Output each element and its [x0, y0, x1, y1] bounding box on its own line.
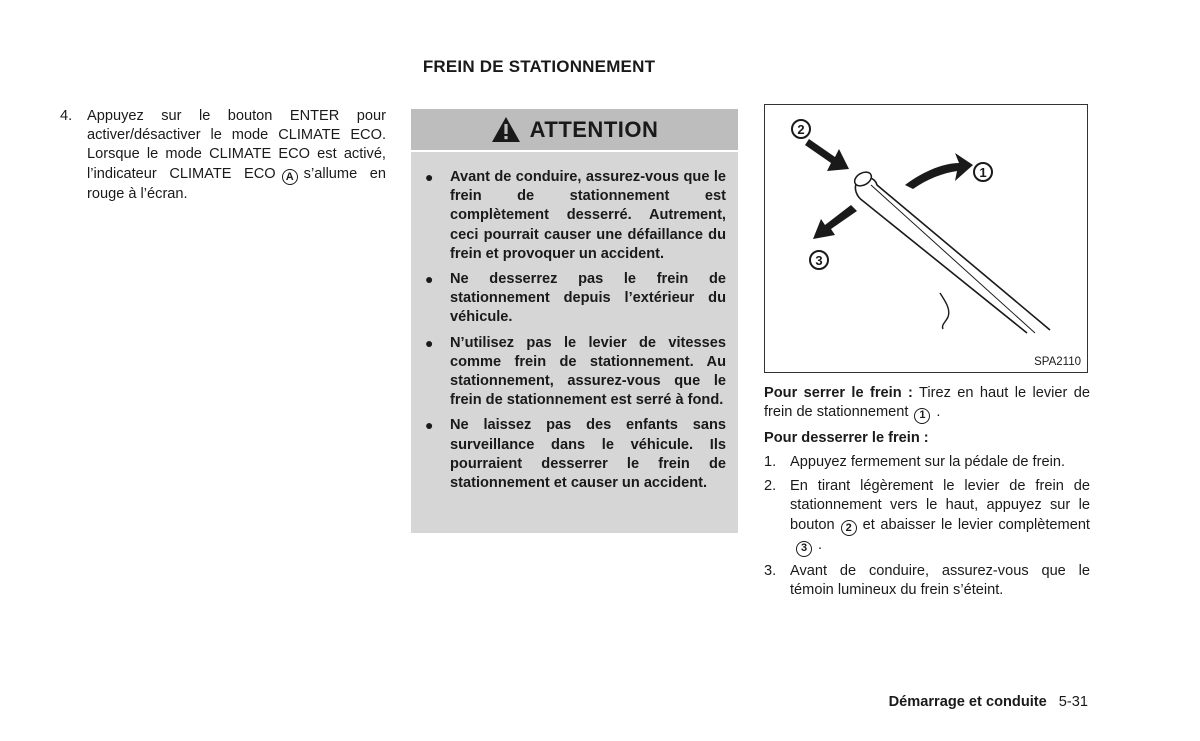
warning-triangle-icon [491, 116, 521, 143]
apply-paragraph [764, 384, 1090, 424]
left-column [60, 107, 386, 204]
marker-2-icon: 2 [841, 520, 857, 536]
callout-1-label: 1 [979, 165, 987, 180]
apply-label: Pour serrer le frein : [764, 385, 913, 401]
step-text: Appuyez fermement sur la pédale de frein. [790, 453, 1066, 470]
step-number: 2. [764, 478, 777, 495]
callout-3-label: 3 [815, 253, 823, 268]
step-text-part1: En tirant légèrement le levier de frein de stationnement vers le haut, appuyez sur le bouton [790, 478, 1090, 533]
list-item [60, 107, 386, 204]
caution-box [411, 109, 738, 533]
list-item [764, 562, 1090, 600]
page-title-text: FREIN DE STATIONNEMENT [422, 57, 656, 76]
caution-item [423, 334, 726, 411]
callout-3-icon [810, 251, 828, 269]
bullet-icon: ● [425, 334, 434, 351]
step-number: 3. [764, 562, 777, 579]
step-text-part3: . [818, 537, 823, 554]
callout-1-icon [974, 163, 992, 181]
apply-text: Tirez en haut le levier de frein de stationnement [764, 385, 1090, 421]
item-text-part1: Appuyez sur le bouton ENTER pour activer/désactiver le mode CLIMATE ECO. Lorsque le mode CLIMATE ECO est activé, l’indicateur CLIMATE ECO [87, 108, 386, 182]
caution-header [411, 109, 738, 152]
apply-end: . [936, 404, 941, 421]
parking-brake-illustration [764, 104, 1088, 373]
list-item [764, 477, 1090, 556]
callout-2-label: 2 [797, 122, 805, 137]
callout-2-icon [792, 120, 810, 138]
step-text: Avant de conduire, assurez-vous que le témoin lumineux du frein s’éteint. [790, 562, 1090, 598]
footer-section: Démarrage et conduite [888, 694, 1047, 710]
marker-3-icon: 3 [796, 541, 812, 557]
step-text-part2: et abaisser le levier complètement [862, 516, 1090, 533]
page-footer [889, 694, 1088, 710]
page-number: 5-31 [1058, 694, 1088, 710]
page-title [0, 57, 1078, 77]
item-number: 4. [60, 108, 73, 124]
item-text [87, 107, 386, 204]
marker-1-icon: 1 [914, 408, 930, 424]
right-column [764, 384, 1090, 605]
release-label: Pour desserrer le frein : [764, 429, 929, 446]
caution-item-text: Ne desserrez pas le frein de stationnement depuis l’extérieur du véhicule. [450, 271, 726, 326]
bullet-icon: ● [425, 271, 434, 288]
step-number: 1. [764, 453, 777, 470]
caution-title: ATTENTION [529, 116, 659, 142]
bullet-icon: ● [425, 169, 434, 185]
item-text-part2: s’allume en rouge à l’écran. [87, 165, 386, 203]
list-item [764, 453, 1090, 472]
caution-item-text: Avant de conduire, assurez-vous que le frein de stationnement est complètement desserré. Autrement, ceci pourrait causer une défaillance du frein et provoquer un accident. [450, 169, 726, 262]
marker-a-icon: A [282, 169, 298, 185]
bullet-icon: ● [425, 417, 434, 434]
caution-item [423, 416, 726, 493]
caution-item-text: Ne laissez pas des enfants sans surveillance dans le véhicule. Ils pourraient desserrer le frein de stationnement et causer un accident. [450, 417, 726, 492]
caution-item [423, 168, 726, 264]
step-text [790, 477, 1090, 556]
caution-list [411, 152, 738, 493]
caution-item-text: N’utilisez pas le levier de vitesses comme frein de stationnement. Au stationnement, assurez-vous que le frein de stationnement est serré à fond. [450, 334, 726, 409]
release-steps [764, 453, 1090, 600]
parking-brake-lever-drawing [765, 105, 1087, 372]
figure-code: SPA2110 [1034, 356, 1081, 368]
caution-item [423, 270, 726, 328]
